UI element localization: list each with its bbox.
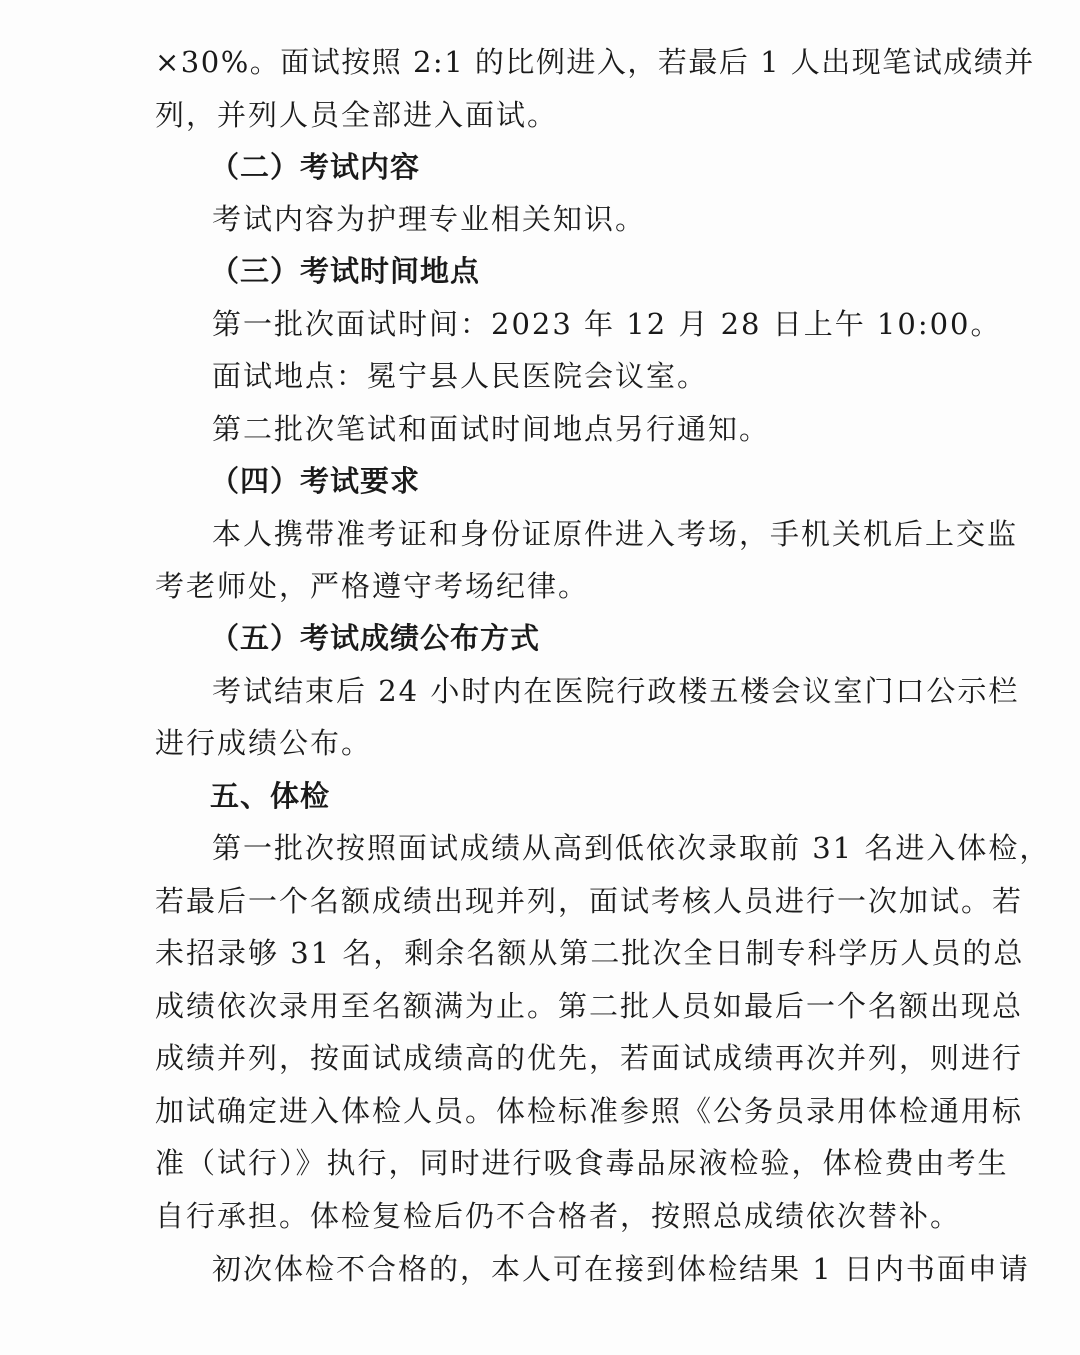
- paragraph-line: 成绩依次录用至名额满为止。第二批人员如最后一个名额出现总: [155, 989, 1024, 1023]
- paragraph-line: 第一批次按照面试成绩从高到低依次录取前 31 名进入体检，: [212, 831, 1051, 865]
- section-heading: （四）考试要求: [210, 464, 421, 498]
- paragraph-line: 未招录够 31 名，剩余名额从第二批次全日制专科学历人员的总: [155, 936, 1025, 970]
- paragraph-line: 若最后一个名额成绩出现并列，面试考核人员进行一次加试。若: [155, 884, 1024, 918]
- paragraph-line: 面试地点：冕宁县人民医院会议室。: [212, 359, 709, 393]
- paragraph-line: 第一批次面试时间：2023 年 12 月 28 日上午 10:00。: [212, 307, 1002, 341]
- paragraph-line: 加试确定进入体检人员。体检标准参照《公务员录用体检通用标: [155, 1094, 1024, 1128]
- section-heading: （三）考试时间地点: [210, 254, 481, 288]
- section-heading: （二）考试内容: [210, 150, 421, 184]
- paragraph-line: 进行成绩公布。: [155, 726, 373, 760]
- paragraph-line: 准（试行）》执行，同时进行吸食毒品尿液检验，体检费由考生: [155, 1146, 1009, 1180]
- paragraph-line: ×30%。面试按照 2:1 的比例进入，若最后 1 人出现笔试成绩并: [155, 45, 1035, 79]
- section-heading: 五、体检: [210, 779, 331, 813]
- paragraph-line: 列，并列人员全部进入面试。: [155, 98, 559, 132]
- paragraph-line: 自行承担。体检复检后仍不合格者，按照总成绩依次替补。: [155, 1199, 962, 1233]
- paragraph-line: 本人携带准考证和身份证原件进入考场，手机关机后上交监: [212, 517, 1019, 551]
- paragraph-line: 考试内容为护理专业相关知识。: [212, 202, 647, 236]
- paragraph-line: 第二批次笔试和面试时间地点另行通知。: [212, 412, 771, 446]
- section-heading: （五）考试成绩公布方式: [210, 621, 541, 655]
- paragraph-line: 考试结束后 24 小时内在医院行政楼五楼会议室门口公示栏: [212, 674, 1020, 708]
- paragraph-line: 考老师处，严格遵守考场纪律。: [155, 569, 590, 603]
- paragraph-line: 成绩并列，按面试成绩高的优先，若面试成绩再次并列，则进行: [155, 1041, 1024, 1075]
- paragraph-line: 初次体检不合格的，本人可在接到体检结果 1 日内书面申请: [212, 1252, 1030, 1286]
